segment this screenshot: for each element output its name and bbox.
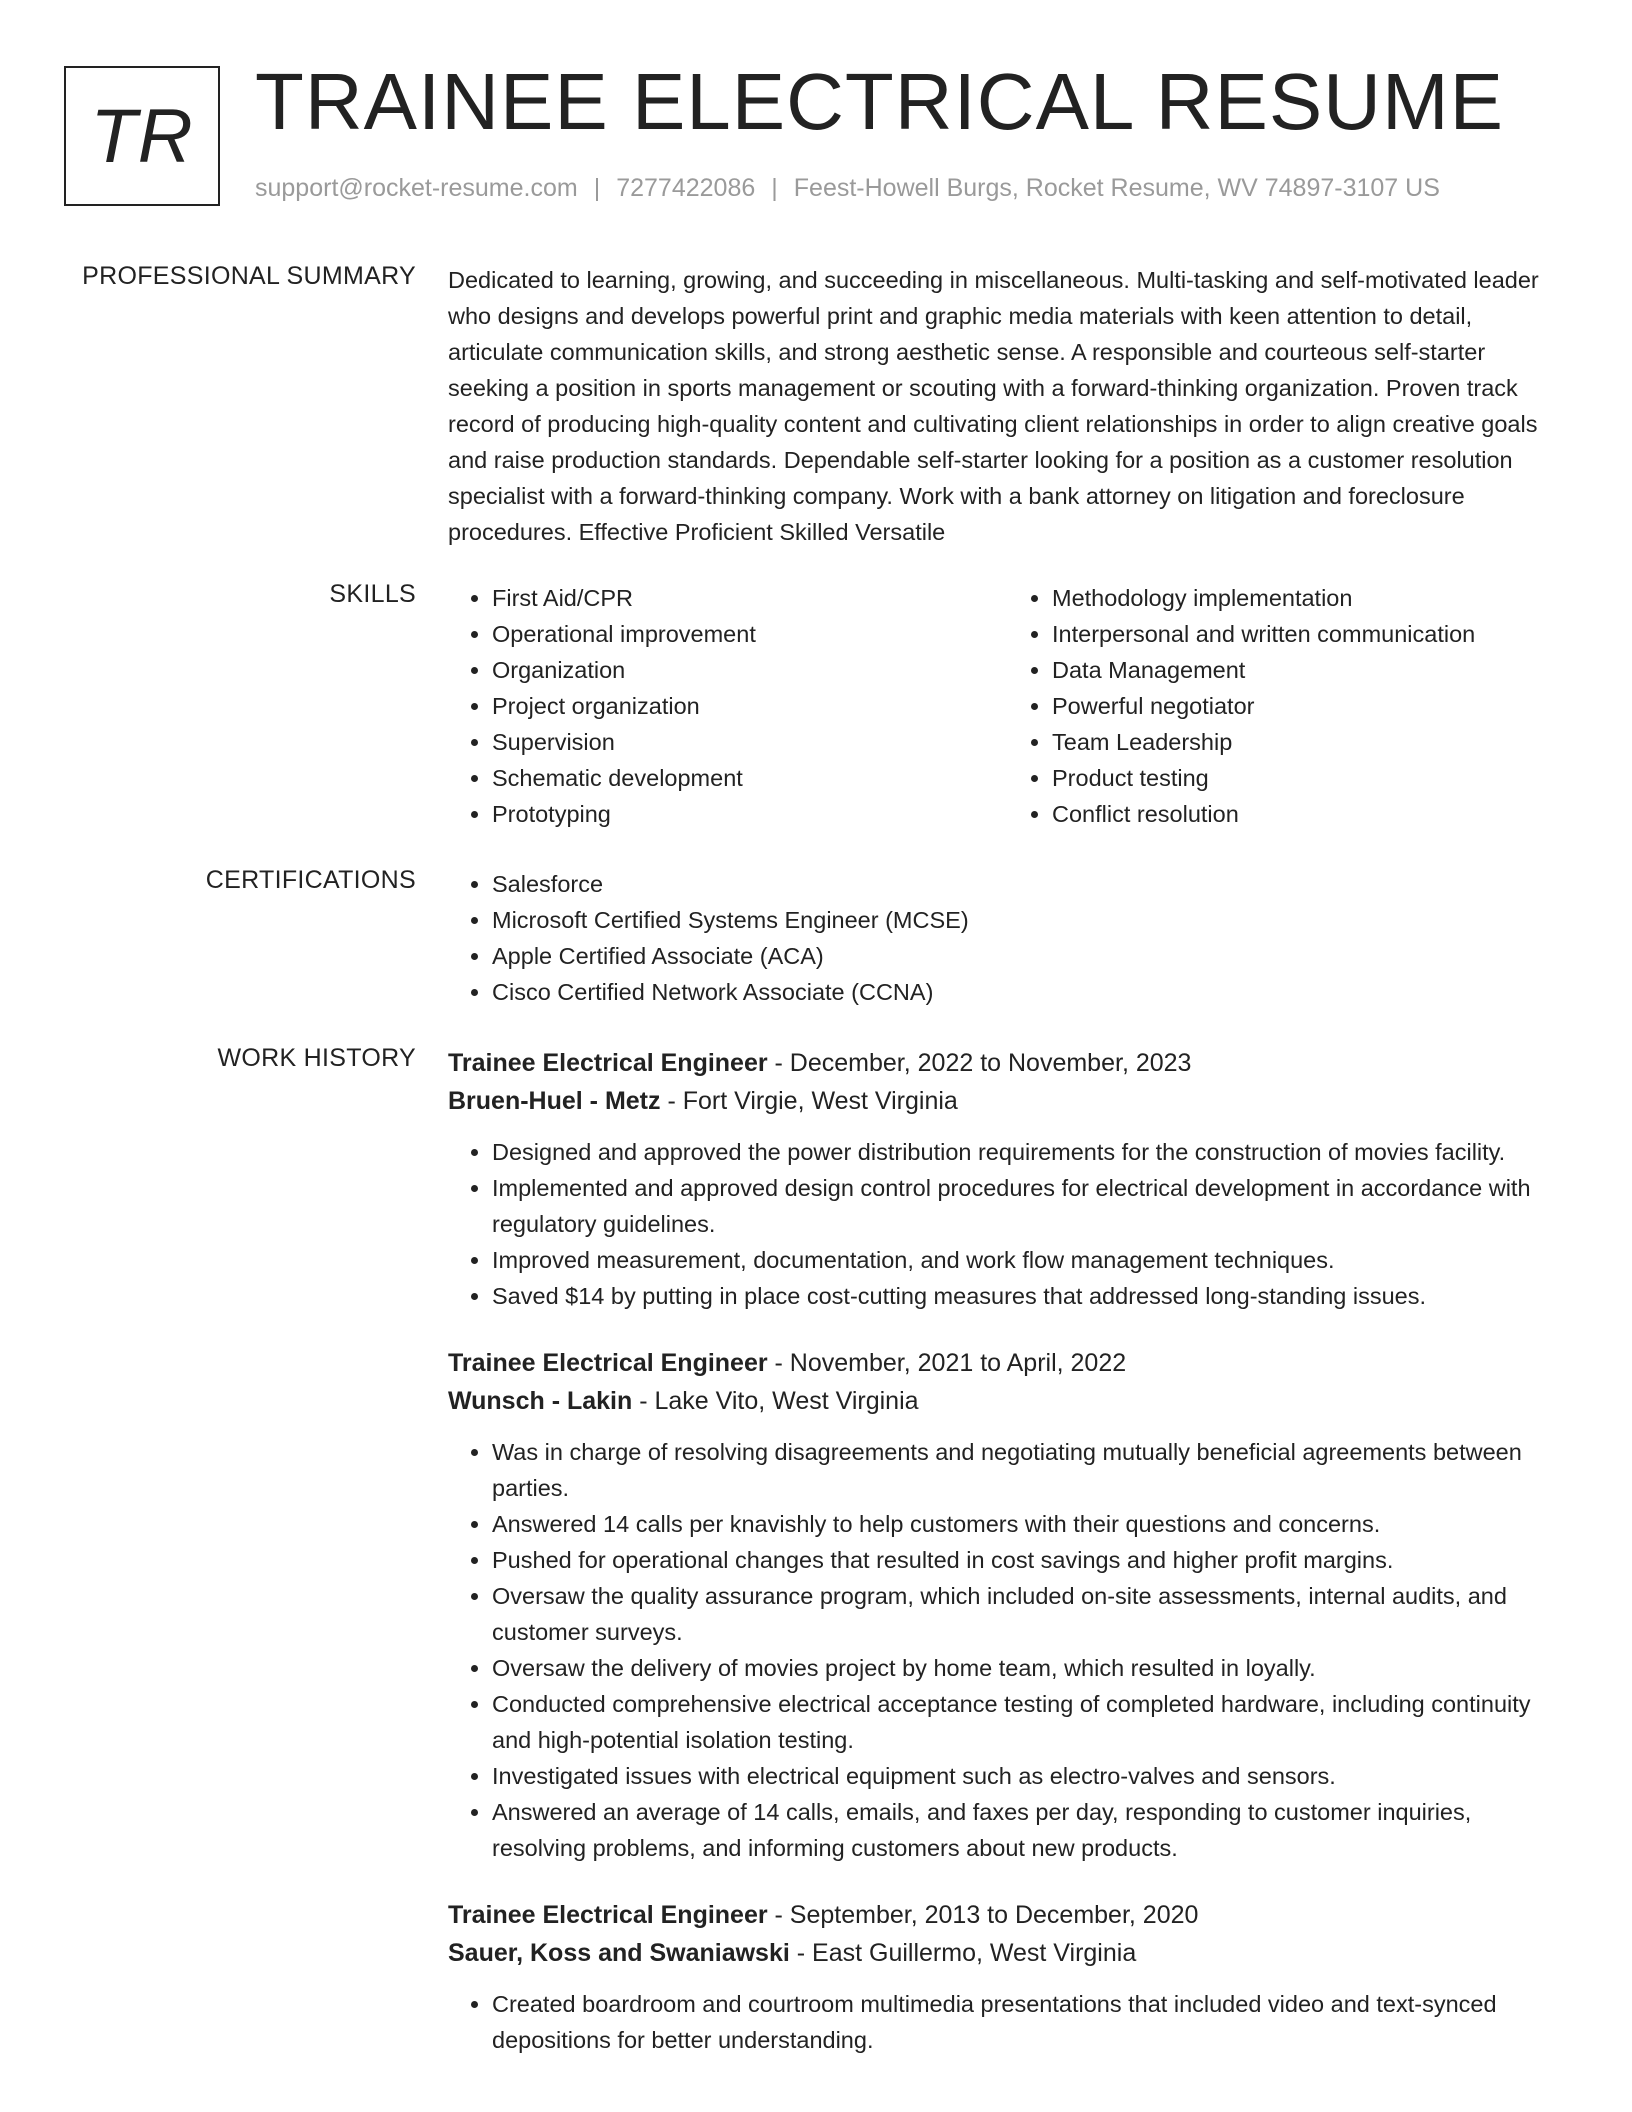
job-bullets <box>448 1434 1568 1866</box>
job-bullet: • Answered an average of 14 calls, emails, and faxes per day, responding to customer inquiries, resolving problems, and informing customers about new products. <box>492 1794 1568 1866</box>
job-dates: - November, 2021 to April, 2022 <box>767 1349 1127 1377</box>
contact-email[interactable]: support@rocket-resume.com <box>255 174 578 202</box>
job-entry <box>448 1044 1568 1314</box>
skill-item: • Prototyping <box>492 796 1008 832</box>
skill-item: • Conflict resolution <box>1052 796 1568 832</box>
skill-item: • Data Management <box>1052 652 1568 688</box>
certification-item: • Microsoft Certified Systems Engineer (MCSE) <box>492 902 1568 938</box>
certifications-heading: CERTIFICATIONS <box>205 866 416 894</box>
skills-list-right <box>1008 580 1568 832</box>
skills-list-left <box>448 580 1008 832</box>
job-title-line <box>448 1044 1568 1082</box>
summary-heading: PROFESSIONAL SUMMARY <box>82 262 416 290</box>
job-bullet: • Oversaw the quality assurance program, which included on-site assessments, internal audits, and customer surveys. <box>492 1578 1568 1650</box>
job-org-line <box>448 1082 1568 1120</box>
contact-address: Feest-Howell Burgs, Rocket Resume, WV 74897-3107 US <box>793 174 1440 202</box>
contact-phone[interactable]: 7277422086 <box>616 174 756 202</box>
job-company: Wunsch - Lakin <box>448 1387 633 1415</box>
certification-item: • Apple Certified Associate (ACA) <box>492 938 1568 974</box>
skill-item: • Powerful negotiator <box>1052 688 1568 724</box>
skill-item: • Methodology implementation <box>1052 580 1568 616</box>
job-org-line <box>448 1382 1568 1420</box>
contact-separator: | <box>593 174 601 202</box>
job-entry <box>448 1896 1568 2058</box>
monogram-logo: TR <box>64 66 220 206</box>
job-bullet: • Implemented and approved design control procedures for electrical development in accordance with regulatory guidelines. <box>492 1170 1568 1242</box>
skill-item: • Team Leadership <box>1052 724 1568 760</box>
skill-item: • Schematic development <box>492 760 1008 796</box>
skill-item: • Supervision <box>492 724 1008 760</box>
job-location: - East Guillermo, West Virginia <box>789 1939 1137 1967</box>
job-title: Trainee Electrical Engineer <box>448 1901 768 1929</box>
contact-line <box>255 174 1440 203</box>
job-org-line <box>448 1934 1568 1972</box>
resume-title: TRAINEE ELECTRICAL RESUME <box>255 57 1504 146</box>
job-bullet: • Investigated issues with electrical equipment such as electro-valves and sensors. <box>492 1758 1568 1794</box>
contact-separator: | <box>771 174 778 202</box>
job-title-line <box>448 1344 1568 1382</box>
job-entry <box>448 1344 1568 1866</box>
job-bullet: • Improved measurement, documentation, and work flow management techniques. <box>492 1242 1568 1278</box>
job-bullet: • Created boardroom and courtroom multimedia presentations that included video and text-synced depositions for better understanding. <box>492 1986 1568 2058</box>
skill-item: • First Aid/CPR <box>492 580 1008 616</box>
job-bullet: • Was in charge of resolving disagreements and negotiating mutually beneficial agreements between parties. <box>492 1434 1568 1506</box>
job-location: - Lake Vito, West Virginia <box>632 1387 919 1415</box>
skills-heading: SKILLS <box>329 580 416 608</box>
work-history-heading: WORK HISTORY <box>217 1044 416 1072</box>
job-bullet: • Pushed for operational changes that resulted in cost savings and higher profit margins. <box>492 1542 1568 1578</box>
skill-item: • Interpersonal and written communication <box>1052 616 1568 652</box>
certification-item: • Salesforce <box>492 866 1568 902</box>
certification-item: • Cisco Certified Network Associate (CCNA) <box>492 974 1568 1010</box>
job-bullet: • Designed and approved the power distribution requirements for the construction of movies facility. <box>492 1134 1568 1170</box>
job-title-line <box>448 1896 1568 1934</box>
job-company: Bruen-Huel - Metz <box>448 1087 661 1115</box>
job-location: - Fort Virgie, West Virginia <box>660 1087 958 1115</box>
job-bullets <box>448 1986 1568 2058</box>
job-dates: - September, 2013 to December, 2020 <box>767 1901 1199 1929</box>
summary-text: Dedicated to learning, growing, and succeeding in miscellaneous. Multi-tasking and self-motivated leader who designs and develops powerful print and graphic media materials with keen attention to detail, articulate communication skills, and strong aesthetic sense. A responsible and courteous self-starter seeking a position in sports management or scouting with a forward-thinking organization. Proven track record of producing high-quality content and cultivating client relationships in order to align creative goals and raise production standards. Dependable self-starter looking for a position as a customer resolution specialist with a forward-thinking company. Work with a bank attorney on litigation and foreclosure procedures. Effective Proficient Skilled Versatile <box>448 267 1539 545</box>
job-bullet: • Oversaw the delivery of movies project by home team, which resulted in loyally. <box>492 1650 1568 1686</box>
skill-item: • Operational improvement <box>492 616 1008 652</box>
job-bullet: • Conducted comprehensive electrical acceptance testing of completed hardware, including continuity and high-potential isolation testing. <box>492 1686 1568 1758</box>
job-bullets <box>448 1134 1568 1314</box>
certifications-list <box>448 866 1568 1010</box>
job-company: Sauer, Koss and Swaniawski <box>448 1939 790 1967</box>
skill-item: • Project organization <box>492 688 1008 724</box>
job-bullet: • Answered 14 calls per knavishly to help customers with their questions and concerns. <box>492 1506 1568 1542</box>
skill-item: • Organization <box>492 652 1008 688</box>
job-title: Trainee Electrical Engineer <box>448 1349 768 1377</box>
job-dates: - December, 2022 to November, 2023 <box>767 1049 1192 1077</box>
skill-item: • Product testing <box>1052 760 1568 796</box>
job-bullet: • Saved $14 by putting in place cost-cutting measures that addressed long-standing issues. <box>492 1278 1568 1314</box>
job-title: Trainee Electrical Engineer <box>448 1049 768 1077</box>
